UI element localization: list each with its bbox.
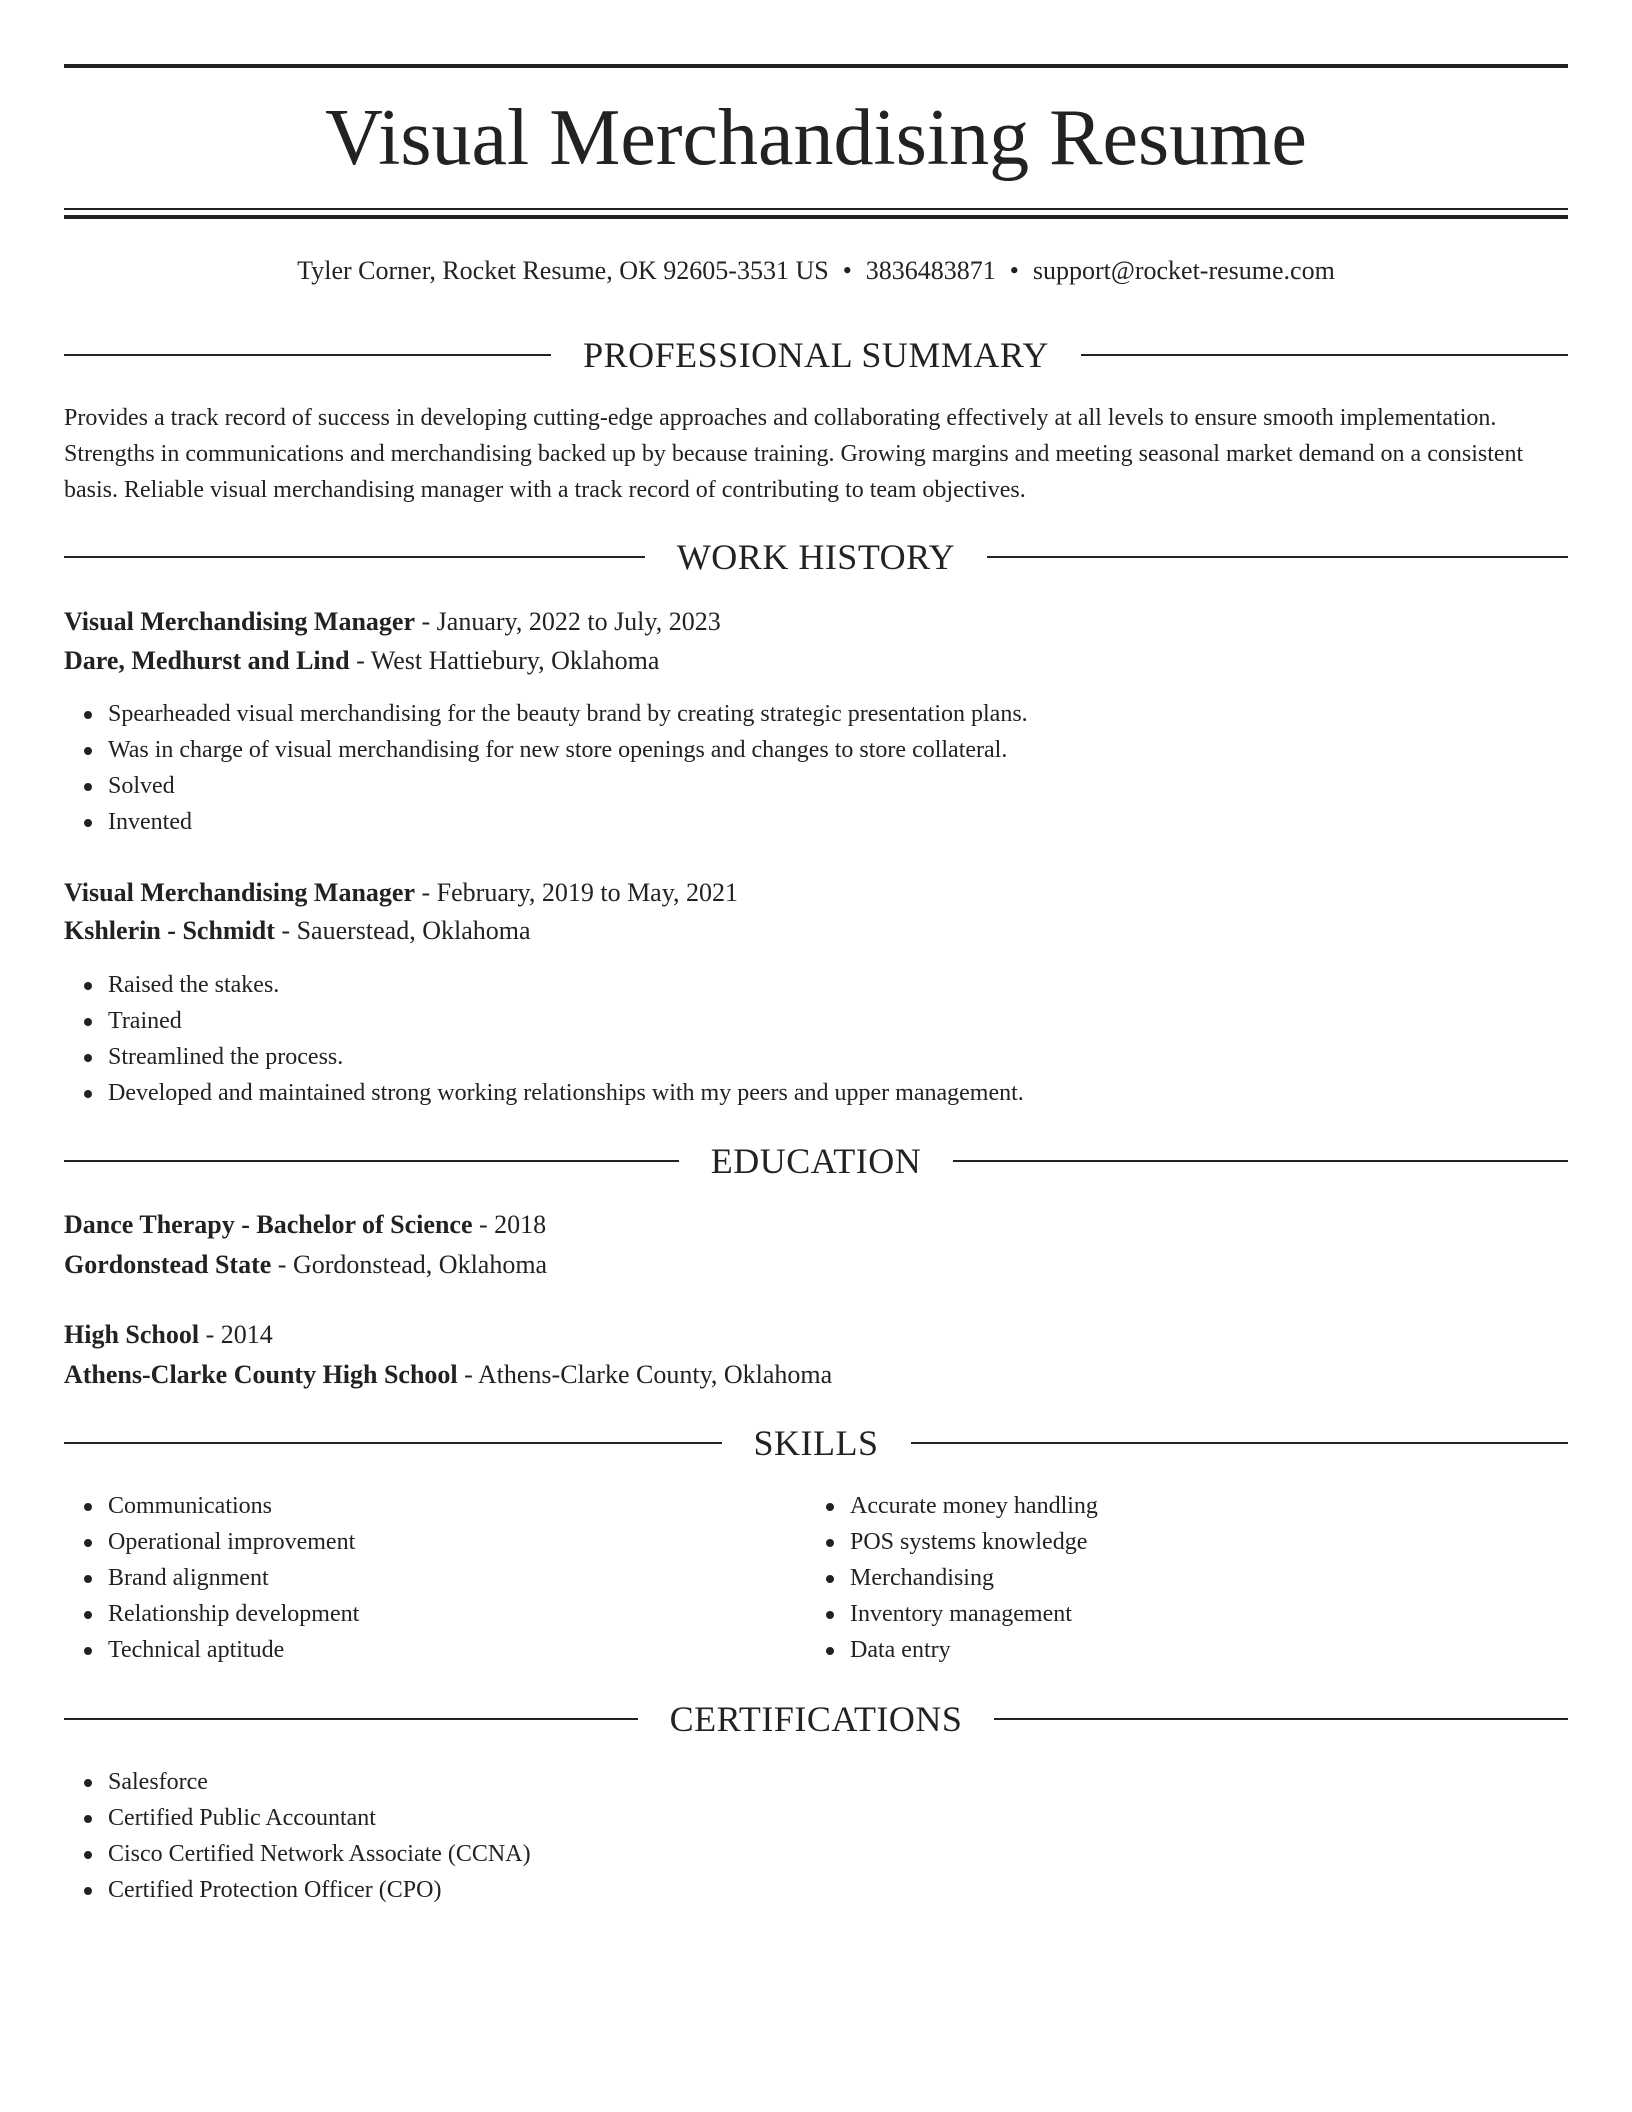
job-title: Visual Merchandising Manager xyxy=(64,878,416,907)
skills-heading xyxy=(64,1421,1568,1465)
certification-item: Certified Public Accountant xyxy=(64,1800,1568,1836)
heading-rule xyxy=(953,1160,1568,1162)
education-school-line xyxy=(64,1357,1568,1393)
work-heading-label: WORK HISTORY xyxy=(676,537,956,577)
skill-item: Inventory management xyxy=(806,1596,1568,1632)
education-year: - 2018 xyxy=(472,1210,547,1239)
summary-text: Provides a track record of success in developing cutting-edge approaches and collaborating effectively at all levels to ensure smooth implementation. Strengths in communications and merchandising backed up by because training. Growing margins and meeting seasonal market demand on a consistent basis. Reliable visual merchandising manager with a track record of contributing to team objectives. xyxy=(64,405,1524,503)
education-degree: High School xyxy=(64,1320,200,1349)
skill-item: Operational improvement xyxy=(64,1524,804,1560)
skills-list-right xyxy=(806,1488,1568,1668)
contact-email: support@rocket-resume.com xyxy=(1032,256,1335,285)
job-company-line xyxy=(64,913,1568,949)
heading-rule xyxy=(987,556,1568,558)
job-company: Kshlerin - Schmidt xyxy=(64,916,275,945)
contact-line xyxy=(64,254,1568,288)
education-heading xyxy=(64,1139,1568,1183)
education-school: Gordonstead State xyxy=(64,1250,272,1279)
job-company: Dare, Medhurst and Lind xyxy=(64,646,350,675)
top-rule xyxy=(64,64,1568,68)
skill-item: Technical aptitude xyxy=(64,1632,804,1668)
job-title-line xyxy=(64,875,1568,911)
job-dates: - January, 2022 to July, 2023 xyxy=(415,607,721,636)
education-year: - 2014 xyxy=(199,1320,273,1349)
education-location: - Gordonstead, Oklahoma xyxy=(271,1250,548,1279)
heading-rule xyxy=(64,1442,722,1444)
job-company-line xyxy=(64,643,1568,679)
skill-item: POS systems knowledge xyxy=(806,1524,1568,1560)
list-item: Invented xyxy=(64,804,1568,840)
education-school: Athens-Clarke County High School xyxy=(64,1360,458,1389)
skills-list-left xyxy=(64,1488,804,1668)
certification-item: Cisco Certified Network Associate (CCNA) xyxy=(64,1836,1568,1872)
skill-item: Relationship development xyxy=(64,1596,804,1632)
heading-rule xyxy=(994,1718,1568,1720)
work-heading xyxy=(64,535,1568,579)
heading-rule xyxy=(911,1442,1569,1444)
contact-separator: • xyxy=(842,256,852,285)
skill-item: Communications xyxy=(64,1488,804,1524)
skill-item: Brand alignment xyxy=(64,1560,804,1596)
skill-item: Data entry xyxy=(806,1632,1568,1668)
certifications-heading xyxy=(64,1697,1568,1741)
contact-separator: • xyxy=(1009,256,1019,285)
job-title: Visual Merchandising Manager xyxy=(64,607,416,636)
job-location: - Sauerstead, Oklahoma xyxy=(274,916,531,945)
list-item: Spearheaded visual merchandising for the beauty brand by creating strategic presentation plans. xyxy=(64,696,1568,732)
list-item: Raised the stakes. xyxy=(64,967,1568,1003)
heading-rule xyxy=(64,556,645,558)
contact-address: Tyler Corner, Rocket Resume, OK 92605-3531 US xyxy=(297,256,829,285)
education-degree-line xyxy=(64,1317,1568,1353)
list-item: Solved xyxy=(64,768,1568,804)
job-location: - West Hattiebury, Oklahoma xyxy=(349,646,660,675)
contact-phone: 3836483871 xyxy=(865,256,996,285)
job-dates: - February, 2019 to May, 2021 xyxy=(415,878,739,907)
resume-title: Visual Merchandising Resume xyxy=(325,94,1307,182)
heading-rule xyxy=(64,1718,638,1720)
list-item: Was in charge of visual merchandising for new store openings and changes to store collateral. xyxy=(64,732,1568,768)
summary-heading-label: PROFESSIONAL SUMMARY xyxy=(583,335,1049,375)
education-degree: Dance Therapy - Bachelor of Science xyxy=(64,1210,473,1239)
skills-heading-label: SKILLS xyxy=(753,1423,879,1463)
certification-item: Salesforce xyxy=(64,1764,1568,1800)
heading-rule xyxy=(64,354,551,356)
skill-item: Accurate money handling xyxy=(806,1488,1568,1524)
list-item: Streamlined the process. xyxy=(64,1039,1568,1075)
education-location: - Athens-Clarke County, Oklahoma xyxy=(457,1360,833,1389)
certifications-heading-label: CERTIFICATIONS xyxy=(669,1699,963,1739)
skill-item: Merchandising xyxy=(806,1560,1568,1596)
title-rule-thin xyxy=(64,208,1568,210)
certification-item: Certified Protection Officer (CPO) xyxy=(64,1872,1568,1908)
education-heading-label: EDUCATION xyxy=(710,1141,922,1181)
job-bullets xyxy=(64,967,1568,1111)
job-title-line xyxy=(64,604,1568,640)
summary-heading xyxy=(64,333,1568,377)
title-rule-thick xyxy=(64,215,1568,219)
education-degree-line xyxy=(64,1207,1568,1243)
job-bullets xyxy=(64,696,1568,840)
list-item: Developed and maintained strong working relationships with my peers and upper management. xyxy=(64,1075,1568,1111)
education-school-line xyxy=(64,1247,1568,1283)
certifications-list xyxy=(64,1764,1568,1908)
heading-rule xyxy=(64,1160,679,1162)
list-item: Trained xyxy=(64,1003,1568,1039)
heading-rule xyxy=(1081,354,1568,356)
